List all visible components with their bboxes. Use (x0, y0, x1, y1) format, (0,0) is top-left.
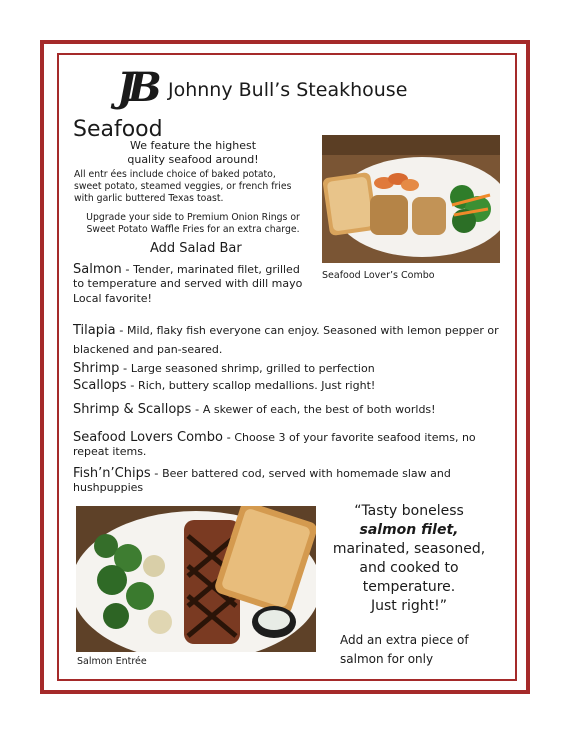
item-name: Scallops (73, 378, 127, 393)
extra-salmon-offer (340, 631, 490, 669)
upgrade-note: Upgrade your side to Premium Onion Rings or Sweet Potato Waffle Fries for an extra charge. (86, 212, 300, 236)
item-desc: Beer battered cod, served with homemade slaw and hushpuppies (73, 467, 451, 494)
combo-caption: Seafood Lover’s Combo (322, 270, 435, 281)
salmon-caption: Salmon Entrée (77, 656, 147, 667)
item-name: Fish’n’Chips (73, 466, 151, 481)
tagline: We feature the highest quality seafood around! (127, 139, 259, 166)
quote-line: temperature. (362, 579, 456, 595)
item-desc: Choose 3 of your favorite seafood items, no repeat items. (73, 431, 476, 458)
menu-item-tilapia: Tilapia - Mild, flaky fish everyone can enjoy. Seasoned with lemon pepper or blackened and pan-seared. (73, 323, 499, 356)
menu-item-scallops: Scallops - Rich, buttery scallop medallions. Just right! (73, 378, 376, 393)
menu-item-shrimp-scallops: Shrimp & Scallops - A skewer of each, the best of both worlds! (73, 402, 436, 417)
salad-bar: Add Salad Bar (150, 241, 242, 256)
item-name: Seafood Lovers Combo (73, 430, 223, 445)
salmon-note: Local favorite! (73, 292, 152, 305)
menu-item-combo: Seafood Lovers Combo - Choose 3 of your favorite seafood items, no repeat items. (73, 430, 476, 458)
quote-line: “Tasty boneless (354, 503, 464, 519)
item-desc: Tender, marinated filet, grilled to temperature and served with dill mayo (73, 263, 303, 290)
seafood-combo-illustration (322, 135, 500, 263)
item-name: Salmon (73, 262, 122, 277)
includes-note: All entr ées include choice of baked potato, sweet potato, steamed veggies, or french fries with garlic buttered Texas toast. (74, 169, 292, 205)
item-desc: Rich, buttery scallop medallions. Just right! (138, 379, 376, 392)
salmon-entree-photo (76, 506, 316, 652)
jb-logo: JB (117, 64, 154, 111)
item-name: Tilapia (73, 323, 116, 338)
item-name: Shrimp & Scallops (73, 402, 192, 417)
menu-item-shrimp: Shrimp - Large seasoned shrimp, grilled to perfection (73, 361, 375, 376)
restaurant-name: Johnny Bull’s Steakhouse (168, 79, 408, 101)
menu-item-fish-chips: Fish’n’Chips - Beer battered cod, served with homemade slaw and hushpuppies (73, 466, 451, 494)
item-desc: A skewer of each, the best of both worlds! (202, 403, 436, 416)
quote-line: and cooked to (359, 560, 459, 576)
extra-line: Add an extra piece of (340, 633, 469, 647)
item-name: Shrimp (73, 361, 120, 376)
item-desc: Large seasoned shrimp, grilled to perfection (130, 362, 375, 375)
item-desc: Mild, flaky fish everyone can enjoy. Seasoned with lemon pepper or blackened and pan-seared. (73, 324, 499, 356)
quote-emphasis: salmon filet, (359, 522, 459, 538)
salmon-entree-illustration (76, 506, 316, 652)
menu-item-salmon: Salmon - Tender, marinated filet, grilled to temperature and served with dill mayo (73, 262, 303, 290)
section-title: Seafood (73, 117, 163, 142)
salmon-quote (330, 502, 488, 616)
quote-line: marinated, seasoned, (332, 541, 486, 557)
quote-line: Just right!” (371, 598, 447, 614)
extra-line: salmon for only (340, 652, 434, 666)
seafood-combo-photo (322, 135, 500, 263)
